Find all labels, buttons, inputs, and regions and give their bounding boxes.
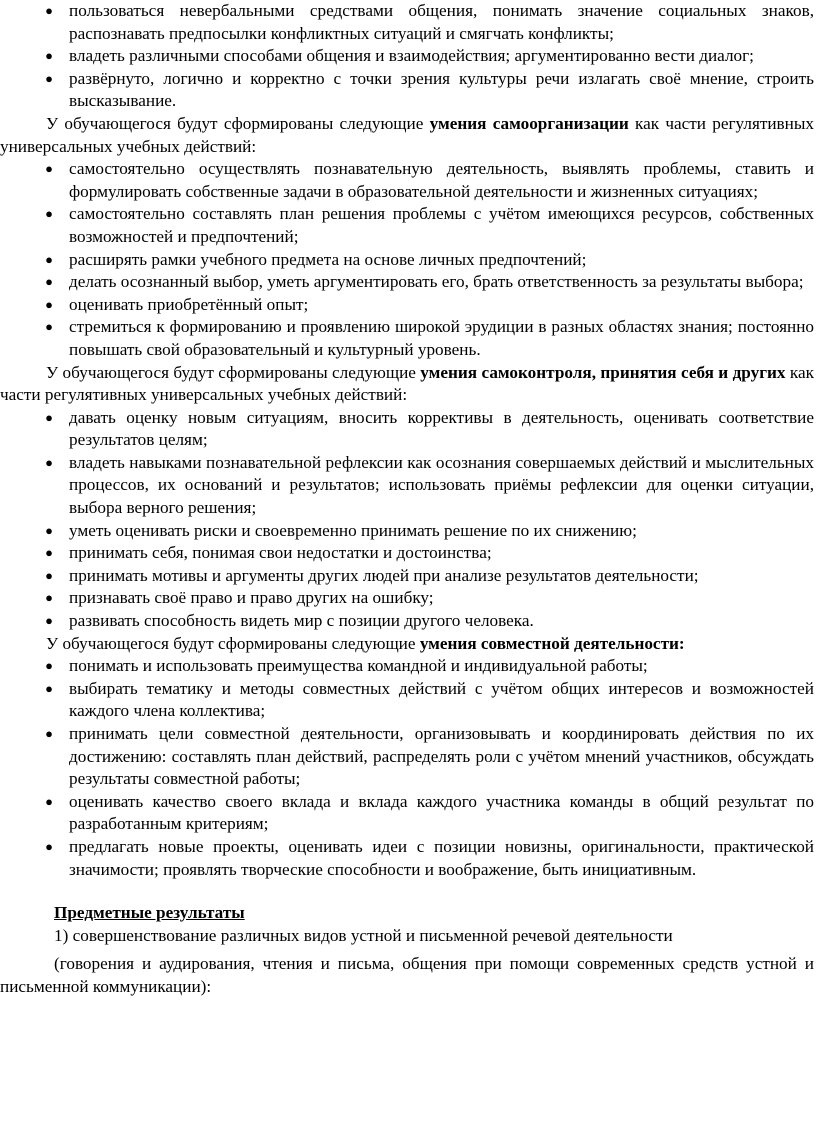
list-item bbox=[0, 45, 816, 68]
bullet-icon: ● bbox=[45, 251, 53, 267]
list-item bbox=[0, 452, 816, 520]
list-item bbox=[0, 68, 816, 113]
list-item bbox=[0, 407, 816, 452]
bullet-icon: ● bbox=[45, 319, 53, 335]
list-item bbox=[0, 610, 816, 633]
bold-term: умения самоорганизации bbox=[429, 113, 629, 133]
bullet-icon: ● bbox=[45, 70, 53, 86]
bullet-icon: ● bbox=[45, 454, 53, 470]
list-item-text: выбирать тематику и методы совместных действий с учётом общих интересов и возможностей каждого члена коллектива; bbox=[69, 678, 814, 721]
list-item bbox=[0, 791, 816, 836]
bullet-icon: ● bbox=[45, 545, 53, 561]
list-item-text: развивать способность видеть мир с позиции другого человека. bbox=[69, 611, 534, 631]
bullet-icon: ● bbox=[45, 522, 53, 538]
paragraph-self-organization bbox=[0, 113, 816, 158]
section-heading: Предметные результаты bbox=[54, 903, 245, 923]
bullet-icon: ● bbox=[45, 838, 53, 854]
list-item-text: принимать себя, понимая свои недостатки и достоинства; bbox=[69, 543, 492, 563]
bullet-icon: ● bbox=[45, 296, 53, 312]
list-item-text: стремиться к формированию и проявлению широкой эрудиции в разных областях знания; постоянно повышать свой образовательный и культурный уровень. bbox=[69, 317, 814, 359]
list-item bbox=[0, 271, 816, 294]
list-item-text: владеть навыками познавательной рефлексии как осознания совершаемых действий и мыслительных процессов, их оснований и результатов; использовать приёмы рефлексии для оценки ситуации, выбора верного решения; bbox=[69, 452, 814, 518]
paragraph-text: У обучающегося будут сформированы следующие bbox=[46, 633, 420, 653]
list-item-text: делать осознанный выбор, уметь аргументировать его, брать ответственность за результаты выбора; bbox=[69, 272, 804, 292]
list-item-text: владеть различными способами общения и взаимодействия; аргументированно вести диалог; bbox=[69, 46, 754, 66]
bullet-icon: ● bbox=[45, 793, 53, 809]
paragraph-self-control bbox=[0, 362, 816, 407]
bullet-icon: ● bbox=[45, 161, 53, 177]
list-item bbox=[0, 520, 816, 543]
paragraph-text: как части регулятивных универсальных учебных действий: bbox=[0, 113, 815, 156]
list-item-text: признавать своё право и право других на ошибку; bbox=[69, 588, 434, 608]
list-item bbox=[0, 294, 816, 317]
paragraph-text: У обучающегося будут сформированы следующие bbox=[46, 113, 430, 133]
bullet-list-communication bbox=[0, 0, 816, 113]
list-item bbox=[0, 542, 816, 565]
numbered-item: 1) совершенствование различных видов устной и письменной речевой деятельности bbox=[54, 925, 673, 945]
list-item-text: принимать мотивы и аргументы других людей при анализе результатов деятельности; bbox=[69, 565, 699, 585]
list-item bbox=[0, 203, 816, 248]
bold-term: умения совместной деятельности: bbox=[419, 633, 685, 653]
list-item bbox=[0, 316, 816, 361]
bullet-icon: ● bbox=[45, 590, 53, 606]
bullet-icon: ● bbox=[45, 409, 53, 425]
bullet-icon: ● bbox=[45, 658, 53, 674]
list-item bbox=[0, 0, 816, 45]
list-item bbox=[0, 723, 816, 791]
list-item bbox=[0, 249, 816, 272]
list-item-text: уметь оценивать риски и своевременно принимать решение по их снижению; bbox=[69, 520, 637, 540]
bullet-list-self-control bbox=[0, 407, 816, 633]
list-item-text: принимать цели совместной деятельности, организовывать и координировать действия по их достижению: составлять план действий, распределять роли с учётом мнений участников, обсуждать результаты совместной работы; bbox=[69, 724, 814, 789]
list-item-text: развёрнуто, логично и корректно с точки зрения культуры речи излагать своё мнение, строить высказывание. bbox=[69, 68, 814, 111]
list-item bbox=[0, 836, 816, 881]
bullet-icon: ● bbox=[45, 567, 53, 583]
list-item-text: самостоятельно осуществлять познавательную деятельность, выявлять проблемы, ставить и формулировать собственные задачи в образовательной деятельности и жизненных ситуациях; bbox=[69, 159, 814, 201]
list-item bbox=[0, 565, 816, 588]
numbered-item-continuation: (говорения и аудирования, чтения и письма, общения при помощи современных средств устной и письменной коммуникации): bbox=[0, 954, 814, 996]
bullet-icon: ● bbox=[45, 274, 53, 290]
paragraph-text: как части регулятивных универсальных учебных действий: bbox=[0, 362, 814, 405]
bold-term: умения самоконтроля, принятия себя и других bbox=[420, 362, 786, 382]
list-item-text: оценивать приобретённый опыт; bbox=[69, 294, 309, 314]
list-item-text: самостоятельно составлять план решения проблемы с учётом имеющихся ресурсов, собственных возможностей и предпочтений; bbox=[69, 204, 814, 246]
list-item bbox=[0, 587, 816, 610]
list-item-text: предлагать новые проекты, оценивать идеи с позиции новизны, оригинальности, практической значимости; проявлять творческие способности и воображение, быть инициативным. bbox=[69, 836, 814, 879]
bullet-icon: ● bbox=[45, 206, 53, 222]
bullet-list-joint-activity bbox=[0, 655, 816, 881]
list-item-text: давать оценку новым ситуациям, вносить коррективы в деятельность, оценивать соответствие результатов целям; bbox=[69, 407, 814, 450]
bullet-icon: ● bbox=[45, 726, 53, 741]
paragraph-joint-activity bbox=[0, 633, 816, 656]
bullet-icon: ● bbox=[45, 48, 53, 64]
bullet-icon: ● bbox=[45, 680, 53, 696]
list-item-text: расширять рамки учебного предмета на основе личных предпочтений; bbox=[69, 249, 587, 269]
paragraph-text: У обучающегося будут сформированы следующие bbox=[46, 362, 421, 382]
list-item bbox=[0, 655, 816, 678]
list-item bbox=[0, 678, 816, 723]
bullet-icon: ● bbox=[45, 613, 53, 629]
bullet-icon: ● bbox=[45, 3, 53, 18]
list-item-text: оценивать качество своего вклада и вклада каждого участника команды в общий результат по разработанным критериям; bbox=[69, 791, 814, 834]
list-item-text: пользоваться невербальными средствами общения, понимать значение социальных знаков, распознавать предпосылки конфликтных ситуаций и смягчать конфликты; bbox=[69, 1, 814, 43]
bullet-list-self-organization bbox=[0, 158, 816, 361]
list-item-text: понимать и использовать преимущества командной и индивидуальной работы; bbox=[69, 656, 648, 676]
list-item bbox=[0, 158, 816, 203]
